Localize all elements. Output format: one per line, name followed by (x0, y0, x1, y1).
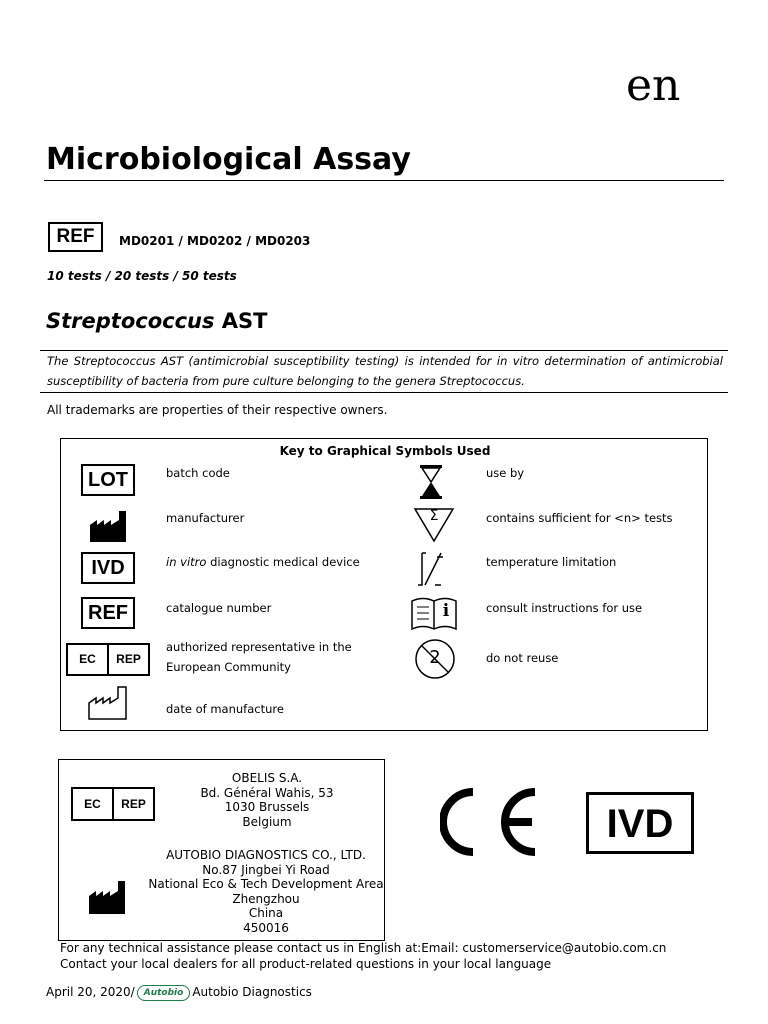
product-genus: Streptococcus (46, 309, 215, 333)
hourglass-icon (419, 464, 443, 500)
symbol-label-catalogue-number: catalogue number (166, 601, 272, 615)
address-line: Zhengzhou (232, 891, 300, 906)
address-line: China (248, 906, 284, 921)
footer-date: April 20, 2020/ (46, 985, 135, 999)
symbol-key-box (60, 438, 708, 731)
manufacturer-symbol-icon (88, 879, 128, 915)
footer (46, 984, 312, 1001)
ce-mark-icon (440, 788, 540, 856)
symbol-label-consult-instructions: consult instructions for use (486, 601, 643, 615)
address-line: 450016 (243, 920, 289, 935)
ec-rep-icon (66, 643, 150, 676)
manufacturer-address (143, 848, 389, 936)
symbol-label-ivd (166, 552, 360, 572)
document-title: Microbiological Assay (46, 142, 411, 177)
symbol-label-authorized-rep-line1: authorized representative in the (166, 640, 352, 654)
address-line: Belgium (242, 814, 292, 829)
ref-symbol: REF (48, 222, 103, 252)
manufacturer-icon (89, 509, 129, 543)
ec-rep-symbol-ec: EC (73, 789, 114, 819)
footer-company: Autobio Diagnostics (192, 985, 312, 999)
do-not-reuse-glyph: 2 (429, 647, 441, 668)
date-of-manufacture-icon (87, 685, 129, 721)
symbol-label-authorized-rep (166, 637, 352, 677)
address-box (58, 759, 385, 941)
ivd-box-icon: IVD (81, 552, 135, 584)
representative-address (177, 771, 357, 829)
ref-box-icon: REF (81, 597, 135, 629)
language-code: en (626, 60, 681, 111)
intended-use-bottom-rule (40, 392, 728, 393)
sigma-glyph: Σ (429, 508, 439, 524)
in-vitro-italic: in vitro (166, 555, 207, 569)
symbol-label-use-by: use by (486, 466, 525, 480)
symbol-label-manufacturer: manufacturer (166, 511, 245, 525)
ivd-label-rest: diagnostic medical device (206, 555, 360, 569)
ivd-mark: IVD (586, 792, 694, 854)
intended-use-text: The Streptococcus AST (antimicrobial susceptibility testing) is intended for in vitro determination of antimicrobial susceptibility of bacteria from pure culture belonging to the genera Streptococcus. (47, 354, 723, 388)
thermometer-icon (417, 551, 447, 587)
ec-rep-symbol (71, 787, 155, 821)
symbol-label-authorized-rep-line2: European Community (166, 660, 291, 674)
address-line: AUTOBIO DIAGNOSTICS CO., LTD. (166, 848, 366, 862)
symbol-key-title: Key to Graphical Symbols Used (279, 444, 491, 458)
test-sizes: 10 tests / 20 tests / 50 tests (47, 269, 237, 283)
symbol-label-batch-code: batch code (166, 466, 230, 480)
product-name (46, 307, 268, 335)
symbol-label-sufficient-for: contains sufficient for <n> tests (486, 511, 673, 525)
autobio-logo: Autobio (137, 985, 191, 1001)
address-line: National Eco & Tech Development Area (148, 877, 384, 892)
symbol-label-do-not-reuse: do not reuse (486, 651, 559, 665)
ec-rep-icon-rep: REP (116, 652, 141, 666)
address-line: 1030 Brussels (224, 800, 310, 815)
ec-rep-symbol-rep: REP (121, 797, 146, 811)
address-line: Bd. Général Wahis, 53 (200, 785, 334, 800)
address-line: No.87 Jingbei Yi Road (202, 862, 330, 877)
product-suffix: AST (221, 309, 268, 333)
address-line: OBELIS S.A. (231, 771, 303, 785)
title-rule (44, 180, 724, 181)
contact-info (60, 941, 666, 972)
contact-line-2: Contact your local dealers for all product-related questions in your local language (60, 956, 552, 971)
info-glyph: i (442, 601, 450, 621)
ec-rep-icon-ec: EC (68, 645, 109, 674)
trademarks-notice: All trademarks are properties of their respective owners. (47, 403, 388, 417)
lot-box-icon: LOT (81, 464, 135, 496)
contact-line-1: For any technical assistance please contact us in English at:Email: customerservice@autobio.com.cn (60, 941, 667, 955)
symbol-label-date-of-manufacture: date of manufacture (166, 702, 284, 716)
catalogue-numbers: MD0201 / MD0202 / MD0203 (119, 234, 311, 248)
symbol-label-temperature-limitation: temperature limitation (486, 555, 617, 569)
